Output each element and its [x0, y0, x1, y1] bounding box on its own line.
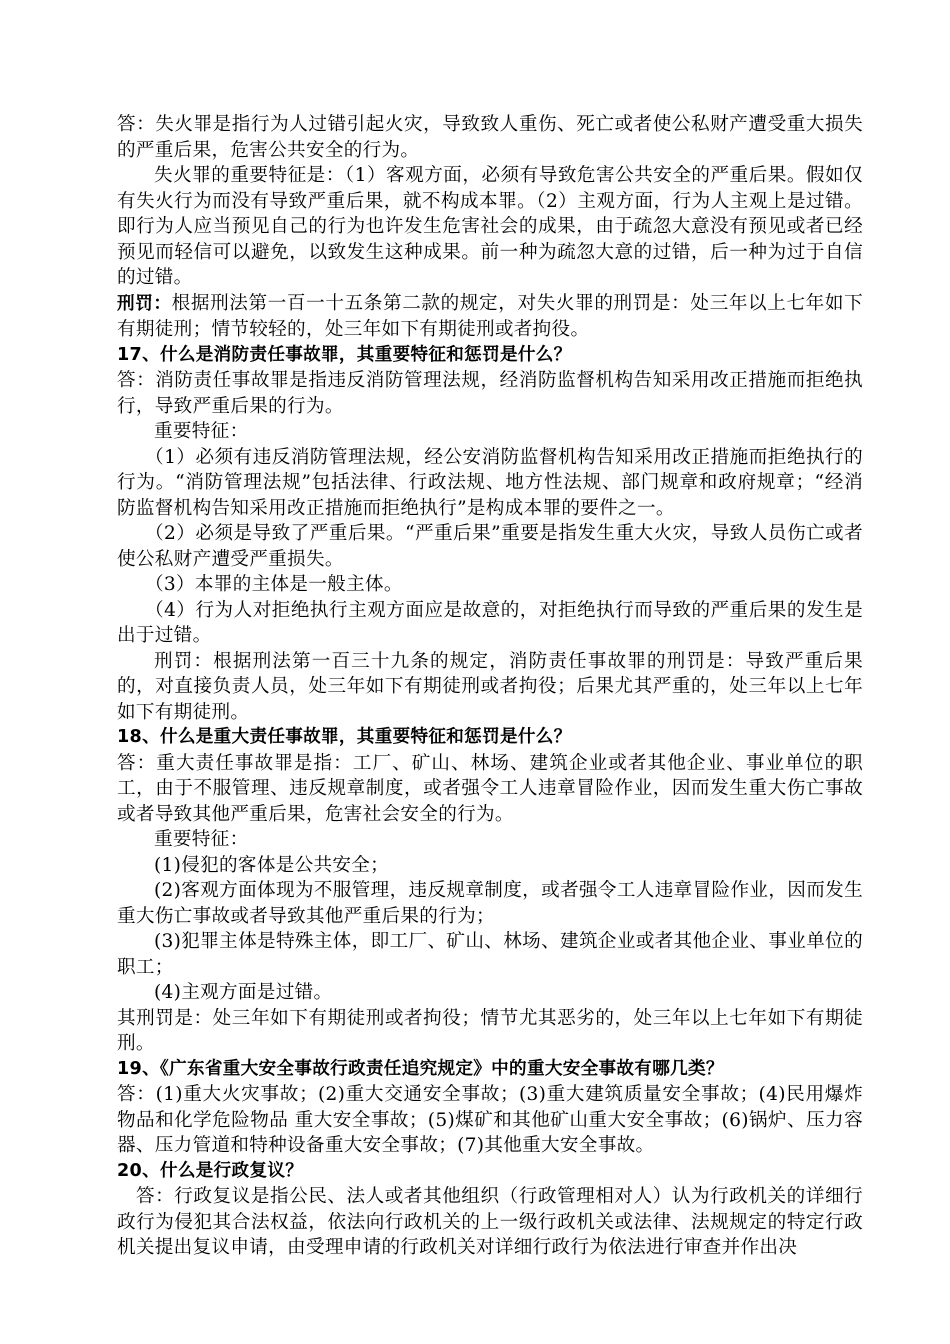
question-17-heading: 17、什么是消防责任事故罪，其重要特征和惩罚是什么？: [117, 344, 572, 365]
penalty-17: 刑罚：根据刑法第一百三十九条的规定，消防责任事故罪的刑罚是：导致严重后果的，对直接负责人员，处三年如下有期徒刑或者拘役；后果尤其严重的，处三年以上七年如下有期徒刑。: [117, 650, 863, 723]
answer-20: 答：行政复议是指公民、法人或者其他组织（行政管理相对人）认为行政机关的详细行政行为侵犯其合法权益，依法向行政机关的上一级行政机关或法律、法规规定的特定行政机关提出复议申请，由受理申请的行政机关对详细行政行为依法进行审查并作出决: [117, 1186, 863, 1258]
question-20-heading: 20、什么是行政复议？: [117, 1160, 304, 1181]
feature-18-2: (2)客观方面体现为不服管理，违反规章制度，或者强令工人违章冒险作业，因而发生重大伤亡事故或者导致其他严重后果的行为；: [117, 880, 863, 927]
paragraph-penalty-16: [117, 291, 863, 343]
penalty-18: 其刑罚是：处三年如下有期徒刑或者拘役；情节尤其恶劣的，处三年以上七年如下有期徒刑。: [117, 1007, 863, 1054]
penalty-label: 刑罚：: [117, 293, 172, 314]
question-18-heading: 18、什么是重大责任事故罪，其重要特征和惩罚是什么？: [117, 727, 572, 747]
document-page: [117, 112, 863, 1261]
feature-17-2: （2）必须是导致了严重后果。“严重后果”重要是指发生重大火灾，导致人员伤亡或者使公私财产遭受严重损失。: [117, 523, 863, 570]
feature-18-4: (4)主观方面是过错。: [154, 982, 333, 1003]
penalty-text: 根据刑法第一百一十五条第二款的规定，对失火罪的刑罚是：处三年以上七年如下有期徒刑；情节较轻的，处三年如下有期徒刑或者拘役。: [117, 292, 863, 340]
answer-19: 答：(1)重大火灾事故；(2)重大交通安全事故；(3)重大建筑质量安全事故；(4)民用爆炸物品和化学危险物品 重大安全事故；(5)煤矿和其他矿山重大安全事故；(6)锅炉、压力容器、压力管道和特种设备重大安全事故；(7)其他重大安全事故。: [117, 1084, 863, 1156]
feature-17-4: （4）行为人对拒绝执行主观方面应是故意的，对拒绝执行而导致的严重后果的发生是出于过错。: [117, 599, 863, 646]
answer-16: 答：失火罪是指行为人过错引起火灾，导致致人重伤、死亡或者使公私财产遭受重大损失的严重后果，危害公共安全的行为。: [117, 114, 863, 161]
features-label-18: 重要特征：: [154, 829, 249, 850]
feature-18-3: (3)犯罪主体是特殊主体，即工厂、矿山、林场、建筑企业或者其他企业、事业单位的职工；: [117, 931, 863, 978]
question-19-heading: 19、《广东省重大安全事故行政责任追究规定》中的重大安全事故有哪几类？: [117, 1058, 724, 1079]
answer-17: 答：消防责任事故罪是指违反消防管理法规，经消防监督机构告知采用改正措施而拒绝执行，导致严重后果的行为。: [117, 370, 863, 417]
answer-18: 答：重大责任事故罪是指：工厂、矿山、林场、建筑企业或者其他企业、事业单位的职工，由于不服管理、违反规章制度，或者强令工人违章冒险作业，因而发生重大伤亡事故或者导致其他严重后果，危害社会安全的行为。: [117, 752, 863, 825]
feature-17-3: （3）本罪的主体是一般主体。: [145, 574, 403, 595]
features-label-17: 重要特征：: [154, 421, 249, 442]
feature-18-1: (1)侵犯的客体是公共安全；: [154, 854, 390, 876]
paragraph-features-16: 失火罪的重要特征是：（1）客观方面，必须有导致危害公共安全的严重后果。假如仅有失火行为而没有导致严重后果，就不构成本罪。（2）主观方面，行为人主观上是过错。即行为人应当预见自己的行为也许发生危害社会的成果，由于疏忽大意没有预见或者已经预见而轻信可以避免，以致发生这种成果。前一种为疏忽大意的过错，后一种为过于自信的过错。: [117, 165, 863, 288]
feature-17-1: （1）必须有违反消防管理法规，经公安消防监督机构告知采用改正措施而拒绝执行的行为。“消防管理法规”包括法律、行政法规、地方性法规、部门规章和政府规章；“经消防监督机构告知采用改正措施而拒绝执行”是构成本罪的要件之一。: [117, 446, 863, 519]
